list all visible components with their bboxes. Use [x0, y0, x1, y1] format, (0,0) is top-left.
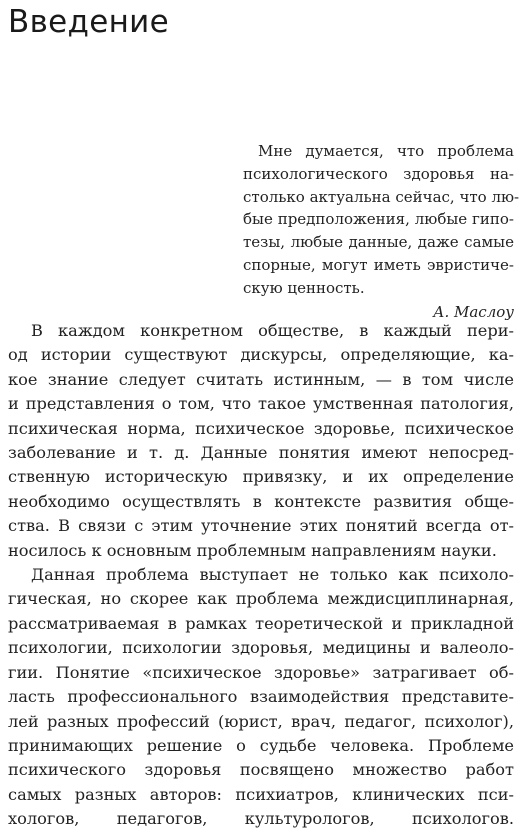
- paragraph-line: ласть профессионального взаимодействия представите-: [8, 687, 514, 707]
- paragraph-line: и представления о том, что такое умственная патология,: [8, 394, 514, 414]
- epigraph-line: Мне думается, что проблема: [258, 142, 514, 160]
- epigraph: [243, 140, 520, 323]
- epigraph-line: тезы, любые данные, даже самые: [243, 233, 514, 252]
- paragraph-line: заболевание и т. д. Данные понятия имеют непосред-: [8, 443, 514, 463]
- epigraph-line: скую ценность.: [243, 278, 365, 297]
- paragraph-line: психологии, психологии здоровья, медицины и валеоло-: [8, 638, 514, 658]
- paragraph-line: ства. В связи с этим уточнение этих понятий всегда от-: [8, 516, 514, 536]
- paragraph-line: ственную историческую привязку, и их определение: [8, 467, 514, 487]
- paragraph-line: Данная проблема выступает не только как психоло-: [31, 565, 514, 585]
- paragraph-line: самых разных авторов: психиатров, клинических пси-: [8, 784, 514, 804]
- paragraph-line: хологов, педагогов, культурологов, психологов.: [8, 809, 514, 829]
- paragraph-line: психического здоровья посвящено множество работ: [8, 760, 514, 780]
- paragraph-line: гическая, но скорее как проблема междисциплинарная,: [8, 589, 514, 609]
- chapter-title: Введение: [8, 4, 170, 40]
- paragraph-line: В каждом конкретном обществе, в каждый пери-: [31, 321, 514, 340]
- epigraph-quote: [243, 140, 520, 300]
- paragraph-line: необходимо осуществлять в контексте развития обще-: [8, 491, 514, 511]
- epigraph-line: спорные, могут иметь эвристиче-: [243, 255, 514, 274]
- epigraph-line: психологического здоровья на-: [243, 164, 514, 183]
- paragraph-line: кое знание следует считать истинным, — в том числе: [8, 369, 514, 389]
- epigraph-line: столько актуальна сейчас, что лю-: [243, 187, 520, 206]
- paragraph-line: од истории существуют дискурсы, определяющие, ка-: [8, 345, 514, 365]
- epigraph-author: А. Маслоу: [433, 302, 514, 321]
- paragraph-line: принимающих решение о судьбе человека. Проблеме: [8, 735, 514, 755]
- paragraph-line: носилось к основным проблемным направлениям науки.: [8, 540, 497, 560]
- body-text: [8, 319, 514, 832]
- paragraph-line: лей разных профессий (юрист, врач, педагог, психолог),: [8, 711, 514, 731]
- paragraph-line: гии. Понятие «психическое здоровье» затрагивает об-: [8, 662, 514, 682]
- paragraph-line: рассматриваемая в рамках теоретической и прикладной: [8, 613, 514, 633]
- paragraph-line: психическая норма, психическое здоровье, психическое: [8, 418, 514, 438]
- epigraph-line: бые предположения, любые гипо-: [243, 210, 514, 229]
